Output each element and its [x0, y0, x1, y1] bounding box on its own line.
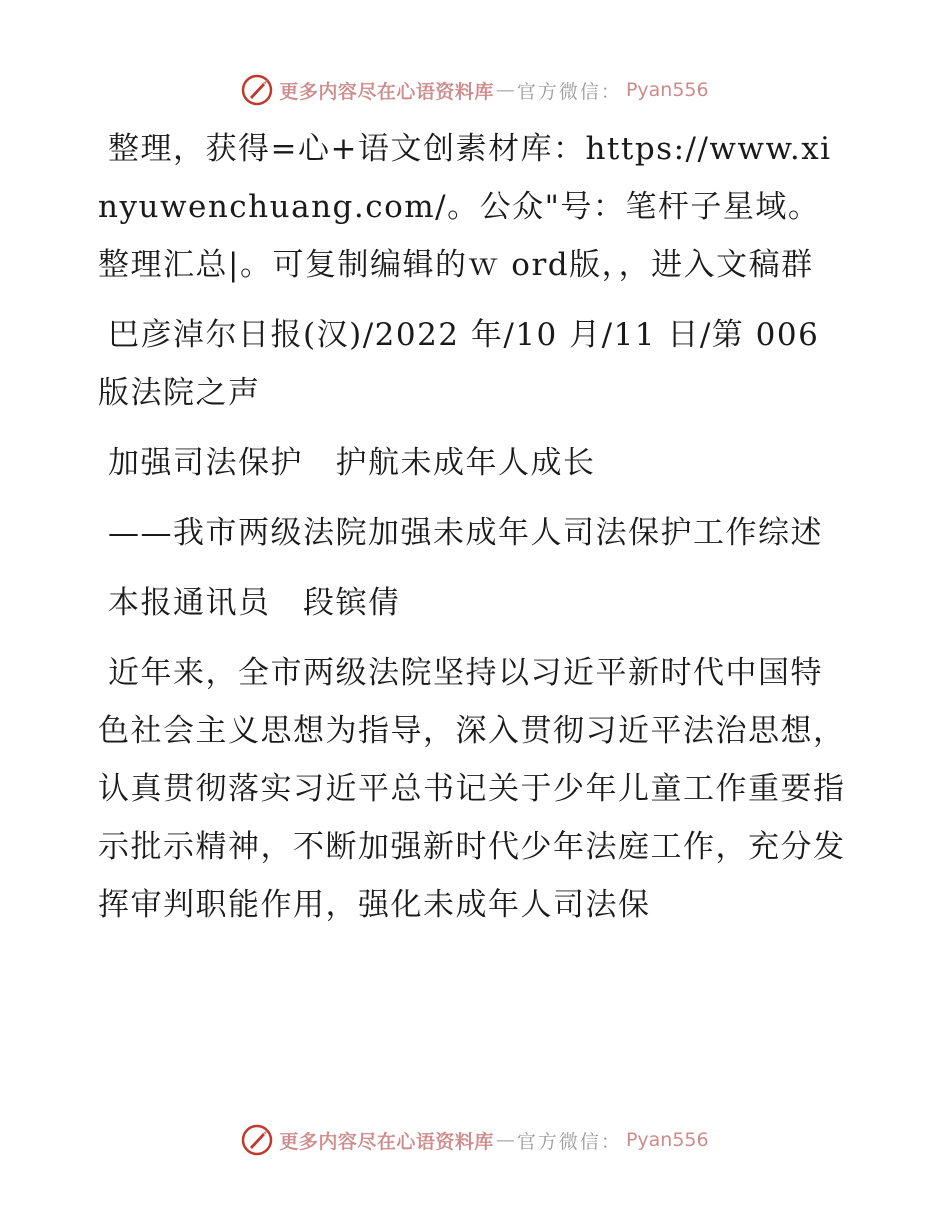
footer-watermark-banner	[0, 1120, 950, 1160]
header-watermark-banner	[0, 70, 950, 110]
banner-main-text: 更多内容尽在心语资料库	[279, 1130, 494, 1153]
banner-dash: —	[495, 1129, 515, 1151]
banner-official-label: 官方微信：	[516, 1130, 622, 1153]
paragraph-source-note: 整理，获得=心+语文创素材库：https://www.xinyuwenchuang.com/。公众"号：笔杆子星域。整理汇总|。可复制编辑的ｗ ord版，，进入文稿群	[98, 131, 832, 283]
banner-main-text: 更多内容尽在心语资料库	[279, 80, 494, 103]
paragraph-body: 近年来，全市两级法院坚持以习近平新时代中国特色社会主义思想为指导，深入贯彻习近平法治思想，认真贯彻落实习近平总书记关于少年儿童工作重要指示批示精神，不断加强新时代少年法庭工作，充分发挥审判职能作用，强化未成年人司法保	[98, 655, 846, 923]
quill-logo-icon	[241, 1124, 273, 1156]
quill-logo-icon	[241, 74, 273, 106]
article-subtitle: ——我市两级法院加强未成年人司法保护工作综述	[108, 515, 823, 551]
article-byline: 本报通讯员 段镔倩	[108, 585, 401, 621]
banner-wechat-id: Pyan556	[625, 79, 709, 101]
banner-wechat-id: Pyan556	[625, 1129, 709, 1151]
banner-official-label: 官方微信：	[516, 80, 622, 103]
paragraph-publication-info: 巴彦淖尔日报(汉)/2022 年/10 月/11 日/第 006 版法院之声	[98, 317, 820, 411]
document-body	[98, 120, 850, 946]
article-title: 加强司法保护 护航未成年人成长	[108, 445, 596, 481]
banner-dash: —	[495, 79, 515, 101]
